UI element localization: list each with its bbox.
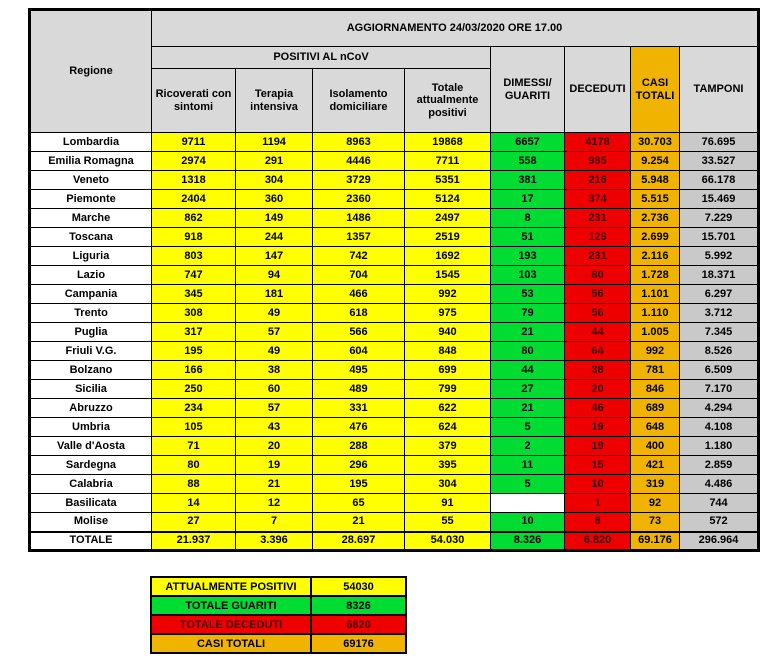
data-cell: 747	[152, 266, 236, 285]
table-row	[30, 361, 759, 380]
data-cell: 21	[236, 475, 313, 494]
header-totale-positivi: Totale attualmente positivi	[405, 69, 491, 133]
data-cell: 19868	[405, 133, 491, 152]
data-cell: 5.948	[631, 171, 680, 190]
data-cell: 291	[236, 152, 313, 171]
region-name: Basilicata	[30, 494, 152, 513]
data-cell: 216	[565, 171, 631, 190]
table-row	[30, 133, 759, 152]
data-cell: 2497	[405, 209, 491, 228]
main-table-header	[30, 10, 759, 133]
data-cell: 57	[236, 323, 313, 342]
data-cell: 345	[152, 285, 236, 304]
data-cell: 64	[565, 342, 631, 361]
data-cell: 1.728	[631, 266, 680, 285]
data-cell: 66.178	[680, 171, 759, 190]
table-row	[30, 380, 759, 399]
data-cell: 648	[631, 418, 680, 437]
data-cell: 3.712	[680, 304, 759, 323]
data-cell: 129	[565, 228, 631, 247]
table-title: AGGIORNAMENTO 24/03/2020 ORE 17.00	[152, 10, 759, 47]
data-cell: 7	[236, 513, 313, 532]
header-tamponi: TAMPONI	[680, 47, 759, 133]
data-cell: 44	[491, 361, 565, 380]
table-row	[30, 247, 759, 266]
data-cell: 374	[565, 190, 631, 209]
data-cell: 360	[236, 190, 313, 209]
summary-row	[151, 615, 406, 634]
data-cell: 49	[236, 342, 313, 361]
data-cell: 317	[152, 323, 236, 342]
data-cell: 6.509	[680, 361, 759, 380]
data-cell: 1.101	[631, 285, 680, 304]
table-row	[30, 209, 759, 228]
data-cell: 604	[313, 342, 405, 361]
data-cell: 985	[565, 152, 631, 171]
header-isolamento: Isolamento domiciliare	[313, 69, 405, 133]
table-row	[30, 323, 759, 342]
summary-table	[150, 576, 407, 654]
data-cell: 4.294	[680, 399, 759, 418]
data-cell: 91	[405, 494, 491, 513]
region-name: Friuli V.G.	[30, 342, 152, 361]
data-cell: 33.527	[680, 152, 759, 171]
data-cell: 296.964	[680, 532, 759, 551]
data-cell: 80	[565, 266, 631, 285]
data-cell: 1318	[152, 171, 236, 190]
data-cell: 7.229	[680, 209, 759, 228]
summary-row	[151, 577, 406, 596]
data-cell: 618	[313, 304, 405, 323]
region-name: Veneto	[30, 171, 152, 190]
data-cell: 2.859	[680, 456, 759, 475]
data-cell: 2.116	[631, 247, 680, 266]
data-cell: 308	[152, 304, 236, 323]
data-cell: 799	[405, 380, 491, 399]
summary-table-body	[151, 577, 406, 653]
data-cell: 9711	[152, 133, 236, 152]
data-cell: 742	[313, 247, 405, 266]
data-cell: 940	[405, 323, 491, 342]
region-name: Puglia	[30, 323, 152, 342]
region-name: Valle d'Aosta	[30, 437, 152, 456]
data-cell: 421	[631, 456, 680, 475]
data-cell: 572	[680, 513, 759, 532]
data-cell: 21	[491, 323, 565, 342]
data-cell: 4446	[313, 152, 405, 171]
region-name: Abruzzo	[30, 399, 152, 418]
table-row	[30, 513, 759, 532]
table-row	[30, 437, 759, 456]
data-cell: 231	[565, 247, 631, 266]
data-cell: 2519	[405, 228, 491, 247]
data-cell: 166	[152, 361, 236, 380]
data-cell: 1194	[236, 133, 313, 152]
summary-label: TOTALE GUARITI	[151, 596, 311, 615]
table-row	[30, 228, 759, 247]
data-cell: 103	[491, 266, 565, 285]
region-name: Calabria	[30, 475, 152, 494]
data-cell: 43	[236, 418, 313, 437]
header-ricoverati: Ricoverati con sintomi	[152, 69, 236, 133]
data-cell: 30.703	[631, 133, 680, 152]
data-cell: 15.469	[680, 190, 759, 209]
main-table-body	[30, 133, 759, 551]
data-cell: 2974	[152, 152, 236, 171]
table-row	[30, 456, 759, 475]
data-cell: 94	[236, 266, 313, 285]
data-cell: 558	[491, 152, 565, 171]
data-cell: 1	[565, 494, 631, 513]
data-cell: 244	[236, 228, 313, 247]
data-cell: 65	[313, 494, 405, 513]
data-cell: 5.515	[631, 190, 680, 209]
data-cell: 689	[631, 399, 680, 418]
data-cell: 466	[313, 285, 405, 304]
data-cell: 20	[565, 380, 631, 399]
data-cell: 55	[405, 513, 491, 532]
data-cell: 1692	[405, 247, 491, 266]
summary-value: 8326	[311, 596, 406, 615]
data-cell: 331	[313, 399, 405, 418]
region-name: Bolzano	[30, 361, 152, 380]
table-row	[30, 266, 759, 285]
table-row	[30, 190, 759, 209]
data-cell: 1545	[405, 266, 491, 285]
data-cell: 27	[152, 513, 236, 532]
data-cell: 10	[565, 475, 631, 494]
data-cell: 15.701	[680, 228, 759, 247]
region-name: Liguria	[30, 247, 152, 266]
data-cell: 304	[405, 475, 491, 494]
data-cell: 195	[152, 342, 236, 361]
data-cell: 57	[236, 399, 313, 418]
data-cell: 20	[236, 437, 313, 456]
data-cell: 1357	[313, 228, 405, 247]
data-cell: 862	[152, 209, 236, 228]
region-name: Marche	[30, 209, 152, 228]
data-cell: 69.176	[631, 532, 680, 551]
data-cell: 992	[631, 342, 680, 361]
data-cell: 3.396	[236, 532, 313, 551]
region-name: TOTALE	[30, 532, 152, 551]
region-name: Piemonte	[30, 190, 152, 209]
data-cell: 704	[313, 266, 405, 285]
region-name: Sicilia	[30, 380, 152, 399]
data-cell: 8	[491, 209, 565, 228]
region-name: Emilia Romagna	[30, 152, 152, 171]
data-cell: 88	[152, 475, 236, 494]
data-cell: 489	[313, 380, 405, 399]
data-cell: 19	[565, 437, 631, 456]
summary-label: TOTALE DECEDUTI	[151, 615, 311, 634]
data-cell: 918	[152, 228, 236, 247]
main-table	[28, 8, 760, 552]
data-cell: 304	[236, 171, 313, 190]
table-row	[30, 171, 759, 190]
table-row	[30, 152, 759, 171]
data-cell: 296	[313, 456, 405, 475]
summary-value: 69176	[311, 634, 406, 653]
data-cell: 8	[565, 513, 631, 532]
data-cell: 699	[405, 361, 491, 380]
data-cell: 53	[491, 285, 565, 304]
data-cell: 19	[565, 418, 631, 437]
data-cell: 1.005	[631, 323, 680, 342]
data-cell: 105	[152, 418, 236, 437]
data-cell: 1486	[313, 209, 405, 228]
summary-row	[151, 634, 406, 653]
data-cell: 992	[405, 285, 491, 304]
data-cell: 288	[313, 437, 405, 456]
table-row	[30, 494, 759, 513]
region-name: Molise	[30, 513, 152, 532]
data-cell: 6657	[491, 133, 565, 152]
header-positivi-group: POSITIVI AL nCoV	[152, 47, 491, 69]
data-cell: 17	[491, 190, 565, 209]
data-cell: 15	[565, 456, 631, 475]
table-row	[30, 285, 759, 304]
data-cell: 9.254	[631, 152, 680, 171]
header-deceduti: DECEDUTI	[565, 47, 631, 133]
data-cell: 11	[491, 456, 565, 475]
data-cell: 10	[491, 513, 565, 532]
region-name: Lombardia	[30, 133, 152, 152]
data-cell: 8963	[313, 133, 405, 152]
table-row	[30, 304, 759, 323]
data-cell: 60	[236, 380, 313, 399]
summary-row	[151, 596, 406, 615]
summary-label: CASI TOTALI	[151, 634, 311, 653]
data-cell: 2360	[313, 190, 405, 209]
data-cell: 231	[565, 209, 631, 228]
data-cell: 73	[631, 513, 680, 532]
data-cell: 848	[405, 342, 491, 361]
data-cell: 622	[405, 399, 491, 418]
region-name: Campania	[30, 285, 152, 304]
summary-value: 6820	[311, 615, 406, 634]
region-name: Trento	[30, 304, 152, 323]
data-cell: 2.699	[631, 228, 680, 247]
data-cell: 8.326	[491, 532, 565, 551]
total-row	[30, 532, 759, 551]
region-name: Lazio	[30, 266, 152, 285]
data-cell: 624	[405, 418, 491, 437]
data-cell: 18.371	[680, 266, 759, 285]
data-cell: 5124	[405, 190, 491, 209]
header-regione: Regione	[30, 10, 152, 133]
data-cell: 2	[491, 437, 565, 456]
data-cell: 744	[680, 494, 759, 513]
data-cell: 781	[631, 361, 680, 380]
data-cell: 149	[236, 209, 313, 228]
data-cell: 379	[405, 437, 491, 456]
data-cell: 8.526	[680, 342, 759, 361]
data-cell: 46	[565, 399, 631, 418]
data-cell: 51	[491, 228, 565, 247]
header-terapia-intensiva: Terapia intensiva	[236, 69, 313, 133]
data-cell: 2.736	[631, 209, 680, 228]
summary-value: 54030	[311, 577, 406, 596]
data-cell: 71	[152, 437, 236, 456]
data-cell: 19	[236, 456, 313, 475]
data-cell: 7.170	[680, 380, 759, 399]
data-cell: 5.992	[680, 247, 759, 266]
data-cell: 21	[491, 399, 565, 418]
summary-label: ATTUALMENTE POSITIVI	[151, 577, 311, 596]
data-cell: 566	[313, 323, 405, 342]
region-name: Umbria	[30, 418, 152, 437]
data-cell: 38	[565, 361, 631, 380]
table-row	[30, 418, 759, 437]
region-name: Sardegna	[30, 456, 152, 475]
data-cell	[491, 494, 565, 513]
data-cell: 1.110	[631, 304, 680, 323]
data-cell: 76.695	[680, 133, 759, 152]
data-cell: 1.180	[680, 437, 759, 456]
data-cell: 476	[313, 418, 405, 437]
data-cell: 4.486	[680, 475, 759, 494]
data-cell: 195	[313, 475, 405, 494]
data-cell: 7.345	[680, 323, 759, 342]
data-cell: 28.697	[313, 532, 405, 551]
data-cell: 44	[565, 323, 631, 342]
data-cell: 12	[236, 494, 313, 513]
data-cell: 80	[152, 456, 236, 475]
data-cell: 5351	[405, 171, 491, 190]
data-cell: 400	[631, 437, 680, 456]
data-cell: 14	[152, 494, 236, 513]
data-cell: 6.820	[565, 532, 631, 551]
header-dimessi-guariti: DIMESSI/ GUARITI	[491, 47, 565, 133]
data-cell: 27	[491, 380, 565, 399]
data-cell: 4178	[565, 133, 631, 152]
data-cell: 80	[491, 342, 565, 361]
data-cell: 846	[631, 380, 680, 399]
data-cell: 181	[236, 285, 313, 304]
data-cell: 381	[491, 171, 565, 190]
table-row	[30, 475, 759, 494]
data-cell: 21	[313, 513, 405, 532]
data-cell: 3729	[313, 171, 405, 190]
data-cell: 975	[405, 304, 491, 323]
data-cell: 21.937	[152, 532, 236, 551]
data-cell: 92	[631, 494, 680, 513]
table-row	[30, 342, 759, 361]
data-cell: 319	[631, 475, 680, 494]
data-cell: 5	[491, 418, 565, 437]
data-cell: 495	[313, 361, 405, 380]
data-cell: 234	[152, 399, 236, 418]
data-cell: 5	[491, 475, 565, 494]
data-cell: 2404	[152, 190, 236, 209]
data-cell: 250	[152, 380, 236, 399]
data-cell: 395	[405, 456, 491, 475]
data-cell: 193	[491, 247, 565, 266]
data-cell: 49	[236, 304, 313, 323]
data-cell: 56	[565, 304, 631, 323]
data-cell: 7711	[405, 152, 491, 171]
region-name: Toscana	[30, 228, 152, 247]
data-cell: 79	[491, 304, 565, 323]
header-casi-totali: CASI TOTALI	[631, 47, 680, 133]
data-cell: 54.030	[405, 532, 491, 551]
data-cell: 6.297	[680, 285, 759, 304]
data-cell: 147	[236, 247, 313, 266]
table-row	[30, 399, 759, 418]
data-cell: 56	[565, 285, 631, 304]
data-cell: 4.108	[680, 418, 759, 437]
data-cell: 38	[236, 361, 313, 380]
data-cell: 803	[152, 247, 236, 266]
